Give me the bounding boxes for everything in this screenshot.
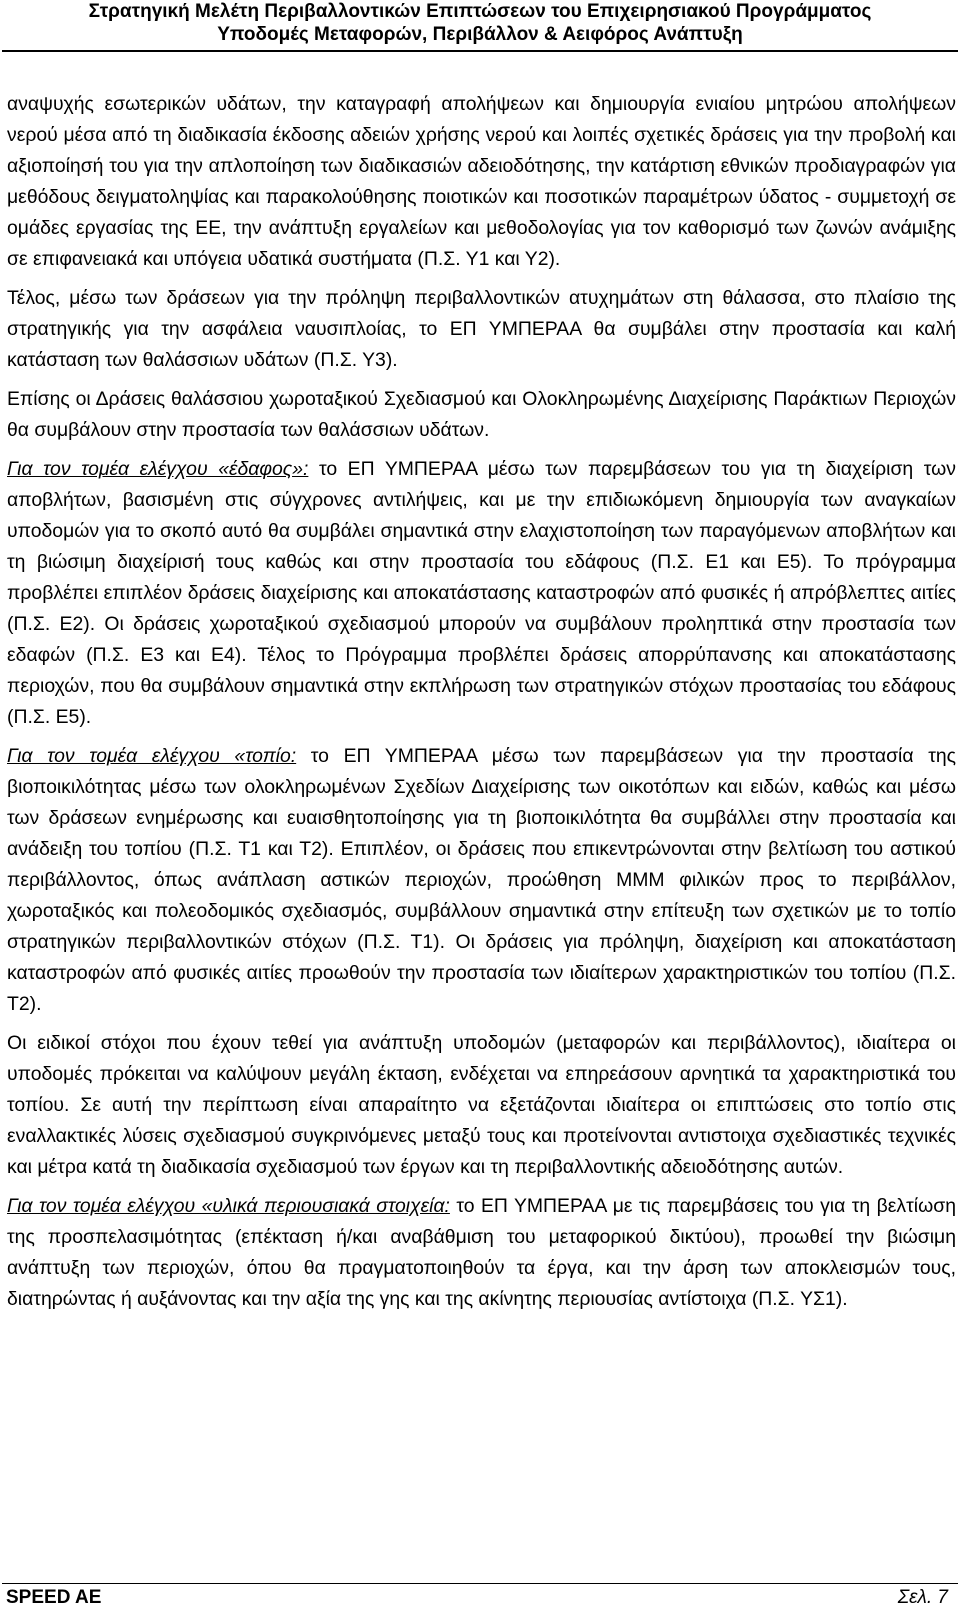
paragraph <box>7 1191 956 1315</box>
page-footer <box>0 1583 960 1613</box>
header-rule <box>2 50 958 52</box>
header-title-line1: Στρατηγική Μελέτη Περιβαλλοντικών Επιπτώσεων του Επιχειρησιακού Προγράμματος <box>88 1 872 22</box>
page-header <box>0 0 960 74</box>
paragraph-text: Τέλος, μέσω των δράσεων για την πρόληψη περιβαλλοντικών ατυχημάτων στη θάλασσα, στο πλαίσιο της στρατηγικής για την ασφάλεια ναυσιπλοίας, το ΕΠ ΥΜΠΕΡΑΑ θα συμβάλει στην προστασία και καλή κατάσταση των θαλάσσιων υδάτων (Π.Σ. Υ3). <box>7 287 956 371</box>
paragraph-text: το ΕΠ ΥΜΠΕΡΑΑ μέσω των παρεμβάσεων του για τη διαχείριση των αποβλήτων, βασισμένη στις σύγχρονες αντιλήψεις, και με την επιδιωκόμενη δημιουργία των αναγκαίων υποδομών για το σκοπό αυτό θα συμβάλει σημαντικά στην ελαχιστοποίηση των παραγόμενων αποβλήτων και τη βιώσιμη διαχείρισή τους καθώς και στην προστασία του εδάφους (Π.Σ. Ε1 και Ε5). Το πρόγραμμα προβλέπει επιπλέον δράσεις διαχείρισης και αποκατάστασης καταστροφών από φυσικές ή απρόβλεπτες αιτίες (Π.Σ. Ε2). Οι δράσεις χωροταξικού σχεδιασμού μπορούν να συμβάλουν προληπτικά στην προστασία των εδαφών (Π.Σ. Ε3 και Ε4). Τέλος το Πρόγραμμα προβλέπει δράσεις απορρύπανσης και αποκατάστασης περιοχών, που θα συμβάλουν σημαντικά στην εκπλήρωση των στρατηγικών στόχων προστασίας του εδάφους (Π.Σ. Ε5). <box>7 458 956 728</box>
footer-rule <box>2 1583 958 1584</box>
header-title-line2: Υποδομές Μεταφορών, Περιβάλλον & Αειφόρος Ανάπτυξη <box>217 24 743 45</box>
paragraph <box>7 741 956 1020</box>
paragraph-text: Οι ειδικοί στόχοι που έχουν τεθεί για ανάπτυξη υποδομών (μεταφορών και περιβάλλοντος), ιδιαίτερα οι υποδομές πρόκειται να καλύψουν μεγάλη έκταση, ενδέχεται να επηρεάσουν αρνητικά τα χαρακτηριστικά του τοπίου. Σε αυτή την περίπτωση είναι απαραίτητο να εξετάζονται ιδιαίτερα οι επιπτώσεις στο τοπίο στις εναλλακτικές λύσεις σχεδιασμού συγκρινόμενες μεταξύ τους και προτείνονται αντιστοιχα σχεδιαστικές τεχνικές και μέτρα κατά τη διαδικασία σχεδιασμού των έργων και τη περιβαλλοντικής αδειοδότησης αυτών. <box>7 1032 956 1178</box>
paragraph-text: το ΕΠ ΥΜΠΕΡΑΑ μέσω των παρεμβάσεων για την προστασία της βιοποικιλότητας μέσω των ολοκληρωμένων Σχεδίων Διαχείρισης των οικοτόπων και ειδών, καθώς και μέσω των δράσεων ενημέρωσης και ευαισθητοποίησης για τη βιοποικιλότητα θα συμβάλλει στην προστασία και ανάδειξη του τοπίου (Π.Σ. Τ1 και Τ2). Επιπλέον, οι δράσεις που επικεντρώνονται στην βελτίωση του αστικού περιβάλλοντος, όπως ανάπλαση αστικών περιοχών, προώθηση ΜΜΜ φιλικών προς το περιβάλλον, χωροταξικός και πολεοδομικός σχεδιασμός, συμβάλλουν σημαντικά στην επίτευξη των σχετικών με το τοπίο στρατηγικών περιβαλλοντικών στόχων (Π.Σ. Τ1). Οι δράσεις για πρόληψη, διαχείριση και αποκατάσταση καταστροφών από φυσικές αιτίες προωθούν την προστασία των ιδιαίτερων χαρακτηριστικών του τοπίου (Π.Σ. Τ2). <box>7 745 956 1015</box>
paragraph-text: το ΕΠ ΥΜΠΕΡΑΑ με τις παρεμβάσεις του για τη βελτίωση της προσπελασιμότητας (επέκταση ή/και αναβάθμιση του μεταφορικού δικτύου), προωθεί την βιώσιμη ανάπτυξη των περιοχών, όπου θα πραγματοποιηθούν τα έργα, και την άρση των αποκλεισμών τους, διατηρώντας ή αυξάνοντας και την αξία της γης και της ακίνητης περιουσίας αντίστοιχα (Π.Σ. ΥΣ1). <box>7 1195 956 1310</box>
page-number: Σελ. 7 <box>897 1587 948 1608</box>
paragraph-text: Επίσης οι Δράσεις θαλάσσιου χωροταξικού Σχεδιασμού και Ολοκληρωμένης Διαχείρισης Παράκτιων Περιοχών θα συμβάλουν στην προστασία των θαλάσσιων υδάτων. <box>7 388 956 441</box>
section-lead-material-assets: Για τον τομέα ελέγχου «υλικά περιουσιακά στοιχεία: <box>7 1195 450 1217</box>
paragraph <box>7 283 956 376</box>
paragraph <box>7 454 956 733</box>
paragraph <box>7 384 956 446</box>
footer-company: SPEED AE <box>6 1587 102 1608</box>
section-lead-landscape: Για τον τομέα ελέγχου «τοπίο: <box>7 745 297 767</box>
section-lead-soil: Για τον τομέα ελέγχου «έδαφος»: <box>7 458 309 480</box>
paragraph <box>7 89 956 275</box>
document-body <box>7 89 956 1323</box>
paragraph-text: αναψυχής εσωτερικών υδάτων, την καταγραφή απολήψεων και δημιουργία ενιαίου μητρώου απολήψεων νερού μέσα από τη διαδικασία έκδοσης αδειών χρήσης νερού και λοιπές σχετικές δράσεις για την προβολή και αξιοποίησή του για την απλοποίηση των διαδικασιών αδειοδότησης, την κατάρτιση εθνικών προδιαγραφών για μεθόδους δειγματοληψίας και παρακολούθησης ποιοτικών και ποσοτικών παραμέτρων ύδατος - συμμετοχή σε ομάδες εργασίας της ΕΕ, την ανάπτυξη εργαλείων και μεθοδολογίας για τον καθορισμό των ζωνών ανάμιξης σε επιφανειακά και υπόγεια υδατικά συστήματα (Π.Σ. Υ1 και Υ2). <box>7 93 956 270</box>
paragraph <box>7 1028 956 1183</box>
